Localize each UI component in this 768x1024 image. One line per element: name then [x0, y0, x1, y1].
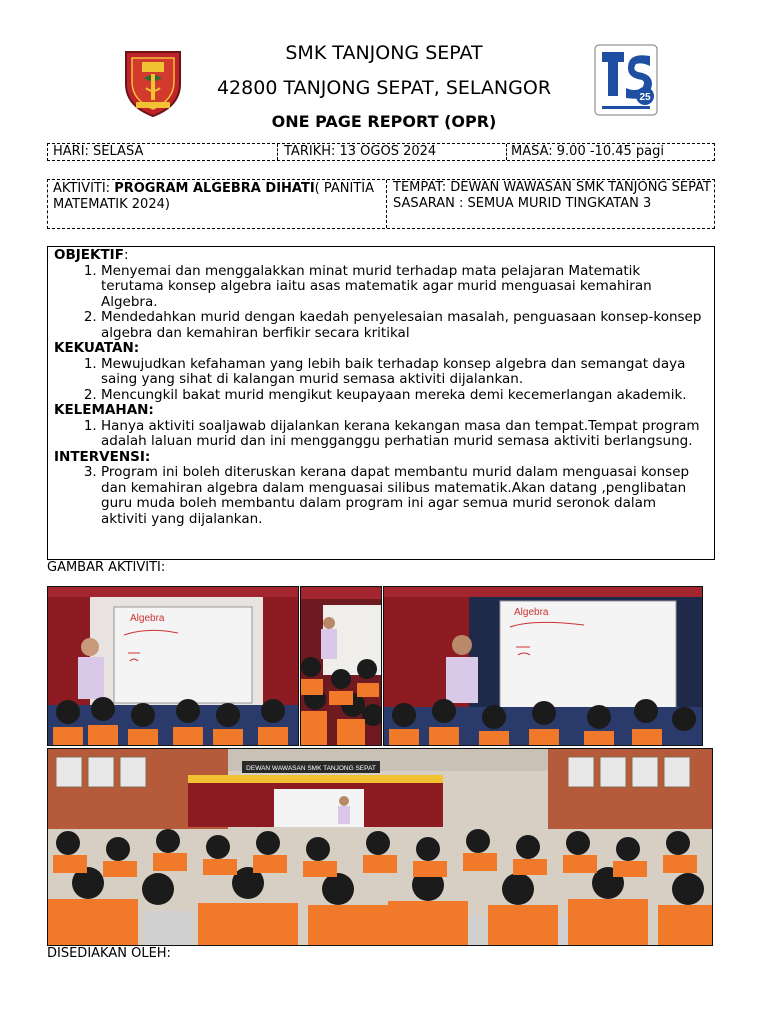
objektif-item: 1. Menyemai dan menggalakkan minat murid terhadap mata pelajaran Matematik terutama konsep algebra iaitu asas matematik agar murid menguasai kemahiran Algebra.: [101, 264, 704, 311]
badge-number: 25: [639, 92, 651, 103]
intervensi-title: INTERVENSI:: [54, 448, 151, 465]
intervensi-list: [54, 465, 704, 527]
kelemahan-title: KELEMAHAN:: [54, 402, 154, 418]
kekuatan-list: [54, 357, 704, 404]
aktiviti-name: PROGRAM ALGEBRA DIHATI: [114, 181, 315, 196]
aktiviti-cell: [53, 181, 383, 213]
kekuatan-item: 2. Mencungkil bakat murid mengikut keupayaan mereka demi kecemerlangan akademik.: [101, 388, 704, 404]
kelemahan-item: 1. Hanya aktiviti soaljawab dijalankan kerana kekangan masa dan tempat.Tempat program adalah laluan murid dan ini mengganggu perhatian murid semasa aktiviti berlangsung.: [101, 419, 704, 450]
objektif-list: [54, 264, 704, 342]
tempat-field: TEMPAT: DEWAN WAWASAN SMK TANJONG SEPAT: [393, 180, 711, 195]
intervensi-item: 3. Program ini boleh diteruskan kerana dapat membantu murid dalam menguasai konsep dan kemahiran algebra dalam menguasai silibus matematik.Akan datang ,penglibatan guru muda boleh membantu dalam program ini agar semua murid seronok dalam aktiviti yang dijalankan.: [101, 465, 704, 527]
activity-box: [47, 179, 715, 229]
kelemahan-list: [54, 419, 704, 450]
objektif-item: 2. Mendedahkan murid dengan kaedah penyelesaian masalah, penguasaan konsep-konsep algebra dan kemahiran berfikir secara kritikal: [101, 310, 704, 341]
school-address: 42800 TANJONG SEPAT, SELANGOR: [216, 77, 552, 99]
objektif-colon: :: [123, 247, 129, 263]
whiteboard-text-2: Algebra: [514, 607, 549, 618]
report-content-box: [47, 246, 715, 560]
report-title: ONE PAGE REPORT (OPR): [271, 112, 497, 131]
gambar-aktiviti-label: GAMBAR AKTIVITI:: [47, 560, 166, 575]
activity-photo-1: [47, 586, 299, 746]
aktiviti-label: AKTIVITI:: [53, 181, 115, 196]
activity-photo-4: [47, 748, 713, 946]
disediakan-label: DISEDIAKAN OLEH:: [47, 946, 171, 961]
hari-field: HARI: SELASA: [53, 144, 144, 159]
activity-photo-2: [300, 586, 382, 746]
aktiviti-org: ( PANITIA MATEMATIK 2024): [53, 181, 375, 212]
ts25-badge-logo: [594, 44, 658, 116]
kekuatan-item: 1. Mewujudkan kefahaman yang lebih baik terhadap konsep algebra dan semangat daya saing yang sihat di kalangan murid semasa aktiviti dijalankan.: [101, 357, 704, 388]
objektif-title: OBJEKTIF: [54, 247, 124, 263]
whiteboard-text: Algebra: [130, 613, 165, 624]
activity-photo-3: [383, 586, 703, 746]
tempat-sasaran-cell: [386, 180, 713, 228]
masa-field: MASA: 9.00 -10.45 pagi: [506, 144, 664, 160]
info-bar: [47, 143, 715, 161]
tarikh-field: TARIKH: 13 OGOS 2024: [277, 144, 436, 160]
kekuatan-title: KEKUATAN:: [54, 340, 140, 356]
hall-banner-text: DEWAN WAWASAN SMK TANJONG SEPAT: [246, 765, 376, 772]
sasaran-field: SASARAN : SEMUA MURID TINGKATAN 3: [393, 196, 652, 211]
school-name: SMK TANJONG SEPAT: [285, 42, 483, 64]
